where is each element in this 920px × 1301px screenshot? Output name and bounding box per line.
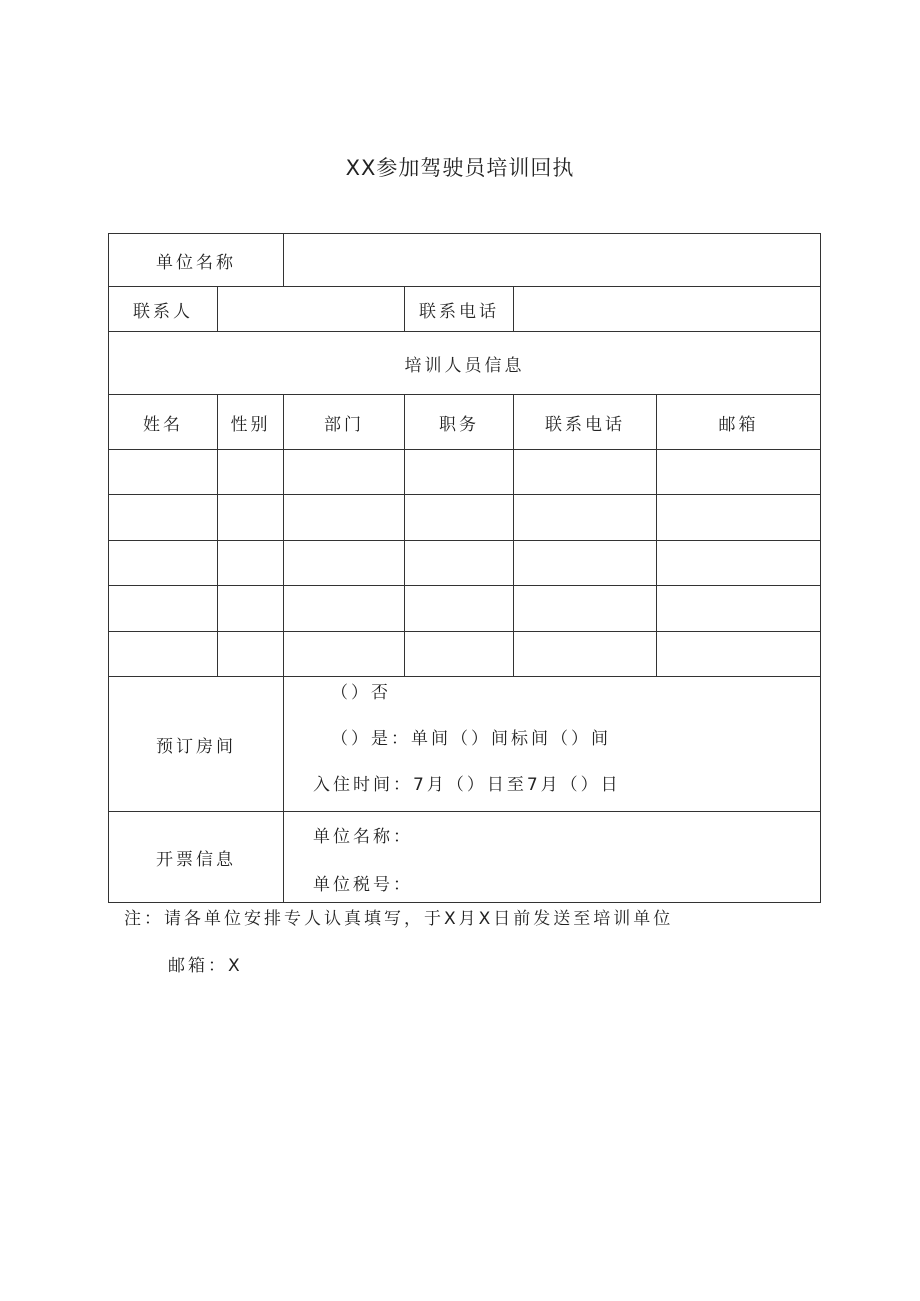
row-divider [109, 449, 820, 450]
document-title: XX参加驾驶员培训回执 [345, 156, 575, 180]
column-header-phone: 联系电话 [545, 414, 625, 435]
contact-phone-label: 联系电话 [419, 301, 499, 322]
unit-name-field[interactable] [284, 234, 820, 286]
row-divider [109, 631, 820, 632]
submission-note: 注：请各单位安排专人认真填写，于X月X日前发送至培训单位 [124, 909, 674, 929]
contact-phone-field[interactable] [514, 287, 820, 331]
contact-email: 邮箱：X [168, 956, 243, 976]
room-option-yes[interactable]: （）是：单间（）间标间（）间 [331, 729, 611, 749]
invoice-tax-id[interactable]: 单位税号： [313, 875, 413, 895]
column-header-email: 邮箱 [718, 414, 759, 435]
invoice-label: 开票信息 [156, 849, 236, 870]
contact-person-field[interactable] [218, 287, 404, 331]
column-header-department: 部门 [324, 414, 364, 435]
registration-form [108, 233, 821, 903]
checkin-date[interactable]: 入住时间：7月（）日至7月（）日 [313, 775, 621, 795]
row-divider [109, 540, 820, 541]
column-header-gender: 性别 [230, 414, 271, 435]
invoice-unit-name[interactable]: 单位名称： [313, 827, 413, 847]
row-divider [109, 585, 820, 586]
column-header-position: 职务 [439, 414, 479, 435]
row-divider [109, 494, 820, 495]
unit-name-label: 单位名称 [156, 252, 236, 273]
col-divider [283, 676, 284, 902]
trainee-info-header: 培训人员信息 [404, 355, 525, 376]
column-header-name: 姓名 [143, 414, 183, 435]
contact-person-label: 联系人 [133, 301, 193, 322]
room-booking-label: 预订房间 [156, 736, 236, 757]
room-option-no[interactable]: （）否 [331, 683, 391, 703]
